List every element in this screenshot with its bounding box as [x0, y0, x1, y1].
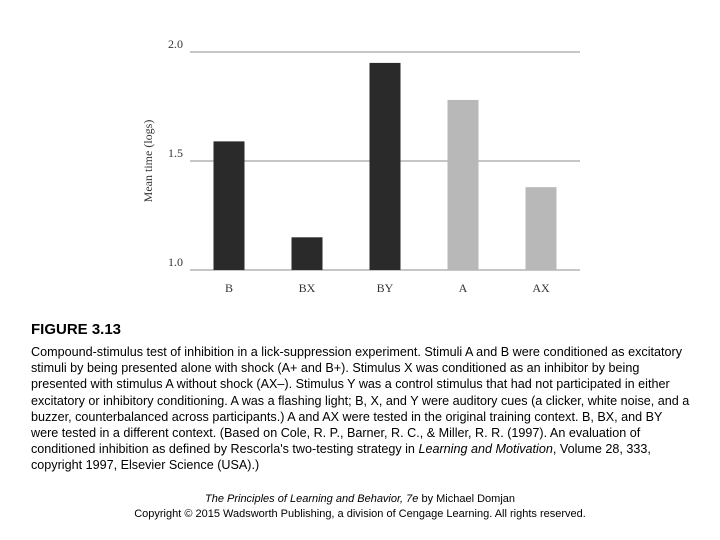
- bar-by: [370, 63, 401, 270]
- figure-caption: [31, 344, 691, 474]
- bar-chart: [110, 30, 590, 310]
- footer-book-line: [0, 492, 720, 507]
- footer-book-author: by Michael Domjan: [418, 493, 515, 505]
- bar-bx: [292, 237, 323, 270]
- bar-b: [214, 141, 245, 270]
- y-axis-label: Mean time (logs): [141, 119, 155, 203]
- caption-end: , Volume 28, 333, copyright 1997, Elsevier Science (USA).): [31, 442, 651, 473]
- footer-book-title: The Principles of Learning and Behavior, 7e: [204, 493, 419, 505]
- caption-journal: Learning and Motivation: [418, 442, 553, 457]
- x-tick-label: A: [458, 281, 468, 295]
- x-tick-label: BX: [298, 281, 316, 295]
- y-tick-label: 2.0: [168, 37, 183, 51]
- x-tick-label: BY: [376, 281, 394, 295]
- footer-copyright: Copyright © 2015 Wadsworth Publishing, a division of Cengage Learning. All rights reserved.: [134, 508, 586, 520]
- bar-a: [448, 100, 479, 270]
- bar-ax: [526, 187, 557, 270]
- x-tick-label: AX: [532, 281, 550, 295]
- caption-text: Compound-stimulus test of inhibition in a lick-suppression experiment. Stimuli A and B were conditioned as excitatory stimuli by being presented alone with shock (A+ and B+). Stimulus X was conditioned as an inhibitor by being presented with stimulus A without shock (AX–). Stimulus Y was a control stimulus that had not participated in either excitatory or inhibitory conditioning. A was a flashing light; B, X, and Y were auditory cues (a clicker, white noise, and a buzzer, counterbalanced across participants.) A and AX were tested in the original training context. B, BX, and BY were tested in a different context. (Based on Cole, R. P., Barner, R. C., & Miller, R. R. (1997). An evaluation of conditioned inhibition as defined by Rescorla's two-testing strategy in: [31, 345, 690, 457]
- y-tick-label: 1.0: [168, 255, 183, 269]
- footer: [0, 492, 720, 522]
- x-tick-label: B: [224, 281, 234, 295]
- figure-title: FIGURE 3.13: [31, 321, 122, 338]
- y-tick-label: 1.5: [168, 146, 183, 160]
- chart-svg: [110, 30, 590, 310]
